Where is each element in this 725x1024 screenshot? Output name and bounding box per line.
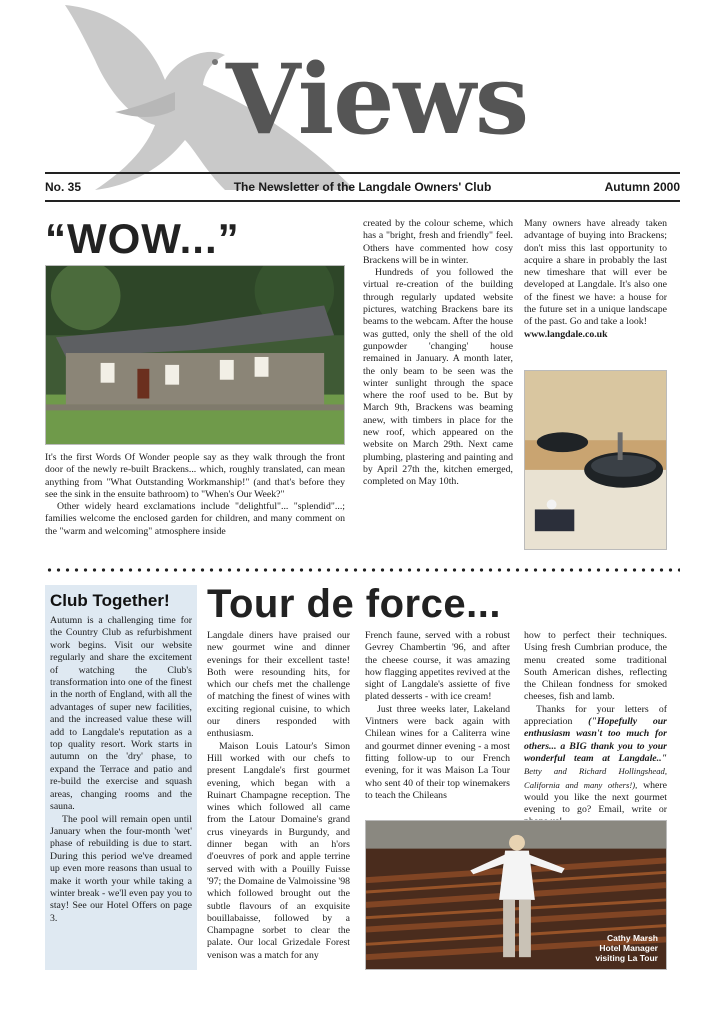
wow-paragraph: created by the colour scheme, which has a "bright, fresh and friendly" feel. Others have commented how cosy Brackens will be in winter. [363,218,513,266]
thanks-paragraph [524,704,667,829]
section-dotted-divider [45,567,680,573]
wow-column-right [524,218,667,341]
website-link[interactable]: www.langdale.co.uk [524,328,608,340]
vineyard-photo [365,820,667,970]
tour-paragraph: French faune, served with a robust Gevrey Chambertin '96, and after the cheese course, it was amazing how flagging appetites revived at the sight of Langdale's assiette of five plated desserts - with ice cream! [365,630,511,703]
tour-paragraph: Maison Louis Latour's Simon Hill worked with our chefs to present Langdale's first gourmet evening, which began with a Ruinart Champagne reception. The wines which followed all came from the Latour Domaine's grand crus vineyards in Burgundy, and dinner began with an h'ors d'oeuvres of pork and apple terrine served with with a Pouilly Fuisse '97; the Domaine de Valmoissine '98 which followed brought out the subtle flavours of an exquisite bouillabaisse, followed by a Champagne sorbet to clear the palate. Our local Grizedale Forest venison was a match for any [207,740,350,961]
tour-paragraph: Just three weeks later, Lakeland Vintners were back again with Chilean wines for a Caliterra wine and gourmet dinner evening - a most fitting follow-up to our French evening, for it was Maison La Tour who sent 40 of their top winemakers to teach the Chileans [365,703,510,801]
newsletter-subtitle: The Newsletter of the Langdale Owners' Club [233,180,492,194]
caption-line: visiting La Tour [595,953,658,963]
thanks-lead: Thanks for your letters of appreciation [524,703,667,728]
wow-headline: “WOW...” [45,215,240,262]
tour-column-3 [524,630,667,829]
wow-paragraph: It's the first Words Of Wonder people say as they walk through the front door of the newly re-built Brackens... which, roughly translated, can mean anything from "What Outstanding Workmanship!" (and that's before they see the sink in the ensuite bathroom) to "When's Our Week?" [45,452,345,500]
brackens-house-photo [45,265,345,445]
wow-paragraph: Hundreds of you followed the virtual re-creation of the building through regularly updated website pictures, watching Brackens bare its beams to the webcam. After the house was gutted, only the shell of the old gunpowder 'changing' house remained in January. A month later, the only beam to be seen was the winter sunlight through the space where the roof used to be. But by March 9th, Brackens was beaming anew, with timbers in place for the new roof, which appeared on the website on March 29th. Next came plumbing, plastering and painting and by April 27th the, kitchen emerged, completed on May 10th. [363,267,513,488]
caption-line: Cathy Marsh [606,933,658,943]
club-together-text [50,615,192,925]
club-paragraph: Autumn is a challenging time for the Country Club as refurbishment work begins. Visit our website regularly and share the excitement of watching the Club's transformation into one of the finest in the north of England, with all the advantages of super new facilities, and the increased value these will add to Langdale's reputation as a top quality resort. Work starts in autumn on the 'dry' phase, to expand the Terrace and patio and re-build the exercise and squash areas, changing rooms and the sauna. [50,615,192,813]
masthead-bottom-rule [45,200,680,202]
thanks-credit: Betty and Richard Hollingshead, California and many others!), [524,766,667,790]
issue-number: No. 35 [45,180,82,194]
tour-column-1 [207,630,350,962]
caption-line: Hotel Manager [599,943,658,953]
wow-column-middle [363,218,513,489]
club-together-sidebar [45,585,197,970]
wow-paragraph: Other widely heard exclamations include "delightful"... "splendid"...; families welcome the enclosed garden for children, and many comment on the "warm and welcoming" atmosphere inside [45,501,345,537]
tour-paragraph: how to perfect their techniques. Using fresh Cumbrian produce, the menu created some traditional South American dishes, reflecting the Chilean fondness for smoked cheeses, fish and lamb. [524,630,667,703]
issue-season: Autumn 2000 [604,180,680,194]
newsletter-title: Views [226,43,529,156]
tour-paragraph: Langdale diners have praised our new gourmet wine and dinner evenings for their excellent taste! Both were resounding hits, for which our chefs met the challenge of matching the finest of wines with exciting regional cuisine, to which our diners responded with enthusiasm. [207,630,350,740]
thanks-closing: where would you like the next gourmet evening to go? Email, write or [524,779,667,816]
masthead-top-rule [45,172,680,174]
vineyard-photo-caption [595,933,658,963]
wow-column-left [45,452,345,538]
club-together-heading: Club Together! [50,591,170,610]
wow-paragraph: Many owners have already taken advantage of buying into Brackens; don't miss this last opportunity to acquire a share in probably the last new timeshare that will ever be developed at Langdale. It's also one of the finest we have: a house for the future set in a unique landscape of the past. Go and take a look! [524,218,667,328]
club-paragraph: The pool will remain open until January when the four-month 'wet' phase of rebuilding is due to start. During this period we've dreamed up even more reasons than usual to make it worth your while taking a winter break - we'll even pay you to stay! See our Hotel Offers on page 3. [50,813,192,924]
thanks-quote: ("Hopefully our enthusiasm wasn't too much for others... a BIG thank you to your wonderful team at Langdale.." [524,716,667,764]
tour-de-force-headline: Tour de force... [207,582,501,626]
ensuite-sink-photo [524,370,667,550]
tour-column-2 [365,630,510,802]
